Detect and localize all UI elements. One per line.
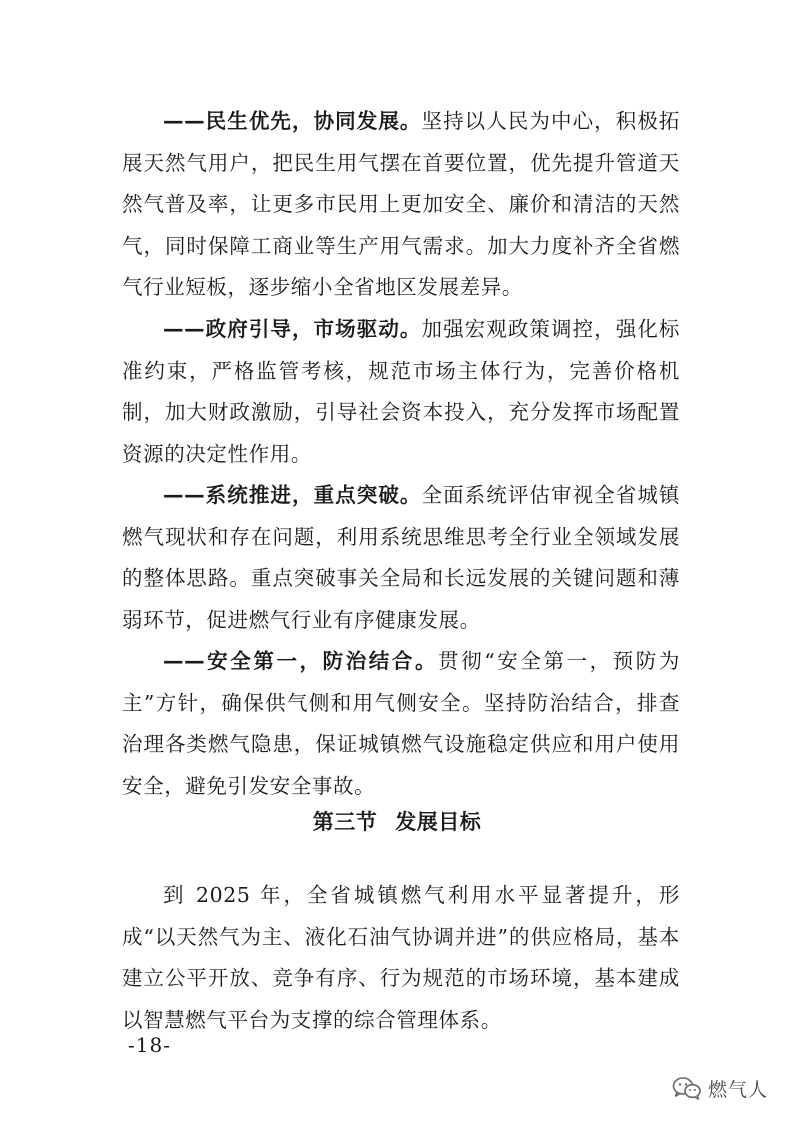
principle-paragraph-government-guidance <box>122 309 680 475</box>
principle-heading: ——民生优先，协同发展。 <box>163 109 422 133</box>
principle-paragraph-people-first <box>122 101 680 309</box>
principle-heading: ——政府引导，市场驱动。 <box>163 317 422 341</box>
principle-text: 全面系统评估审视全省城镇燃气现状和存在问题，利用系统思维思考全行业全领域发展的整体思路。重点突破事关全局和长远发展的关键问题和薄弱环节，促进燃气行业有序健康发展。 <box>122 483 680 632</box>
wechat-icon <box>672 1075 702 1101</box>
principle-text: 加强宏观政策调控，强化标准约束，严格监管考核，规范市场主体行为，完善价格机制，加大财政激励，引导社会资本投入，充分发挥市场配置资源的决定性作用。 <box>122 317 680 466</box>
principle-paragraph-systematic-advance <box>122 475 680 641</box>
goal-paragraph: 到 2025 年，全省城镇燃气利用水平显著提升，形成“以天然气为主、液化石油气协调并进”的供应格局，基本建立公平开放、竞争有序、行为规范的市场环境，基本建成以智慧燃气平台为支撑的综合管理体系。 <box>122 883 680 1032</box>
principle-heading: ——安全第一，防治结合。 <box>163 649 439 673</box>
section-title-text: 发展目标 <box>395 810 482 834</box>
watermark-text: 燃气人 <box>707 1078 768 1101</box>
principle-text: 坚持以人民为中心，积极拓展天然气用户，把民生用气摆在首要位置，优先提升管道天然气普及率，让更多市民用上更加安全、廉价和清洁的天然气，同时保障工商业等生产用气需求。加大力度补齐全省燃气行业短板，逐步缩小全省地区发展差异。 <box>122 109 680 299</box>
watermark <box>672 1072 768 1104</box>
principle-paragraph-safety-first <box>122 641 680 807</box>
principle-heading: ——系统推进，重点突破。 <box>163 483 422 507</box>
section-number: 第三节 <box>312 810 378 834</box>
page-number: -18- <box>128 1033 171 1057</box>
principle-text: 贯彻“安全第一，预防为主”方针，确保供气侧和用气侧安全。坚持防治结合，排查治理各类燃气隐患，保证城镇燃气设施稳定供应和用户使用安全，避免引发安全事故。 <box>122 649 680 798</box>
section-title <box>0 806 794 836</box>
